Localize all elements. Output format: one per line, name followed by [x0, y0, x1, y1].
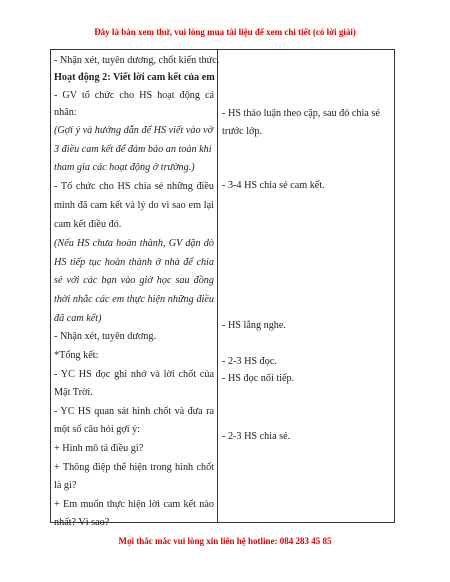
teacher-text-line: là gì?: [54, 480, 77, 491]
teacher-text-line: Mặt Trời.: [54, 387, 93, 398]
teacher-text-line: + Hình mô tả điều gì?: [54, 443, 144, 454]
teacher-text-line: cam kết điều đó.: [54, 219, 122, 230]
student-text-line: - 3-4 HS chia sẻ cam kết.: [222, 180, 325, 191]
teacher-text-line: nhất? Vì sao?: [54, 517, 110, 528]
column-divider: [217, 50, 218, 522]
teacher-text-line: + Thông điệp thể hiện trong hình chốt: [54, 462, 214, 473]
teacher-text-line: *Tổng kết:: [54, 350, 99, 361]
student-text-line: - HS thảo luận theo cặp, sau đó chia sẻ: [222, 108, 380, 119]
teacher-text-line: 3 điều cam kết để đảm bảo an toàn khi: [54, 144, 212, 155]
teacher-text-line: thời nhắc các em thực hiện những điều: [54, 294, 214, 305]
teacher-text-line: - GV tổ chức cho HS hoạt động cá: [54, 90, 214, 101]
teacher-text-line: sẻ với các bạn vào giờ học sau đồng: [54, 275, 214, 286]
student-text-line: - 2-3 HS đọc.: [222, 356, 277, 367]
lesson-table: [50, 49, 395, 528]
teacher-text-line: mình đã cam kết và lý do vì sao em lại: [54, 200, 214, 211]
student-text-line: - HS đọc nối tiếp.: [222, 373, 295, 384]
teacher-text-line: - YC HS đọc ghi nhớ và lời chốt của: [54, 369, 214, 380]
teacher-text-line: - YC HS quan sát hình chốt và đưa ra: [54, 406, 214, 417]
teacher-text-line: (Gợi ý và hướng dẫn để HS viết vào vở: [54, 125, 214, 136]
hotline-banner: Mọi thắc mắc vui lòng xin liên hệ hotline: 084 283 45 85: [118, 536, 332, 546]
preview-notice-banner: Đây là bản xem thử, vui lòng mua tài liệu để xem chi tiết (có lời giải): [94, 27, 356, 37]
teacher-text-line: - Nhận xét, tuyên dương.: [54, 331, 157, 342]
teacher-text-line: + Em muốn thực hiện lời cam kết nào: [54, 499, 214, 510]
teacher-text-line: nhân:: [54, 107, 77, 118]
teacher-text-line: đã cam kết): [54, 313, 102, 324]
teacher-text-line: - Nhận xét, tuyên dương, chốt kiến thức.: [54, 55, 220, 66]
student-text-line: - 2-3 HS chia sẻ.: [222, 431, 291, 442]
teacher-text-line: Hoạt động 2: Viết lời cam kết của em: [54, 72, 215, 83]
student-text-line: trước lớp.: [222, 126, 263, 137]
student-text-line: - HS lắng nghe.: [222, 320, 286, 331]
teacher-text-line: một số câu hỏi gợi ý:: [54, 424, 141, 435]
teacher-text-line: (Nếu HS chưa hoàn thành, GV dặn dò: [54, 238, 214, 249]
teacher-text-line: tham gia các hoạt động ở trường.): [54, 162, 195, 173]
teacher-text-line: HS tiếp tục hoàn thành ở nhà để chia: [54, 257, 214, 268]
teacher-text-line: - Tổ chức cho HS chia sẻ những điều: [54, 181, 214, 192]
